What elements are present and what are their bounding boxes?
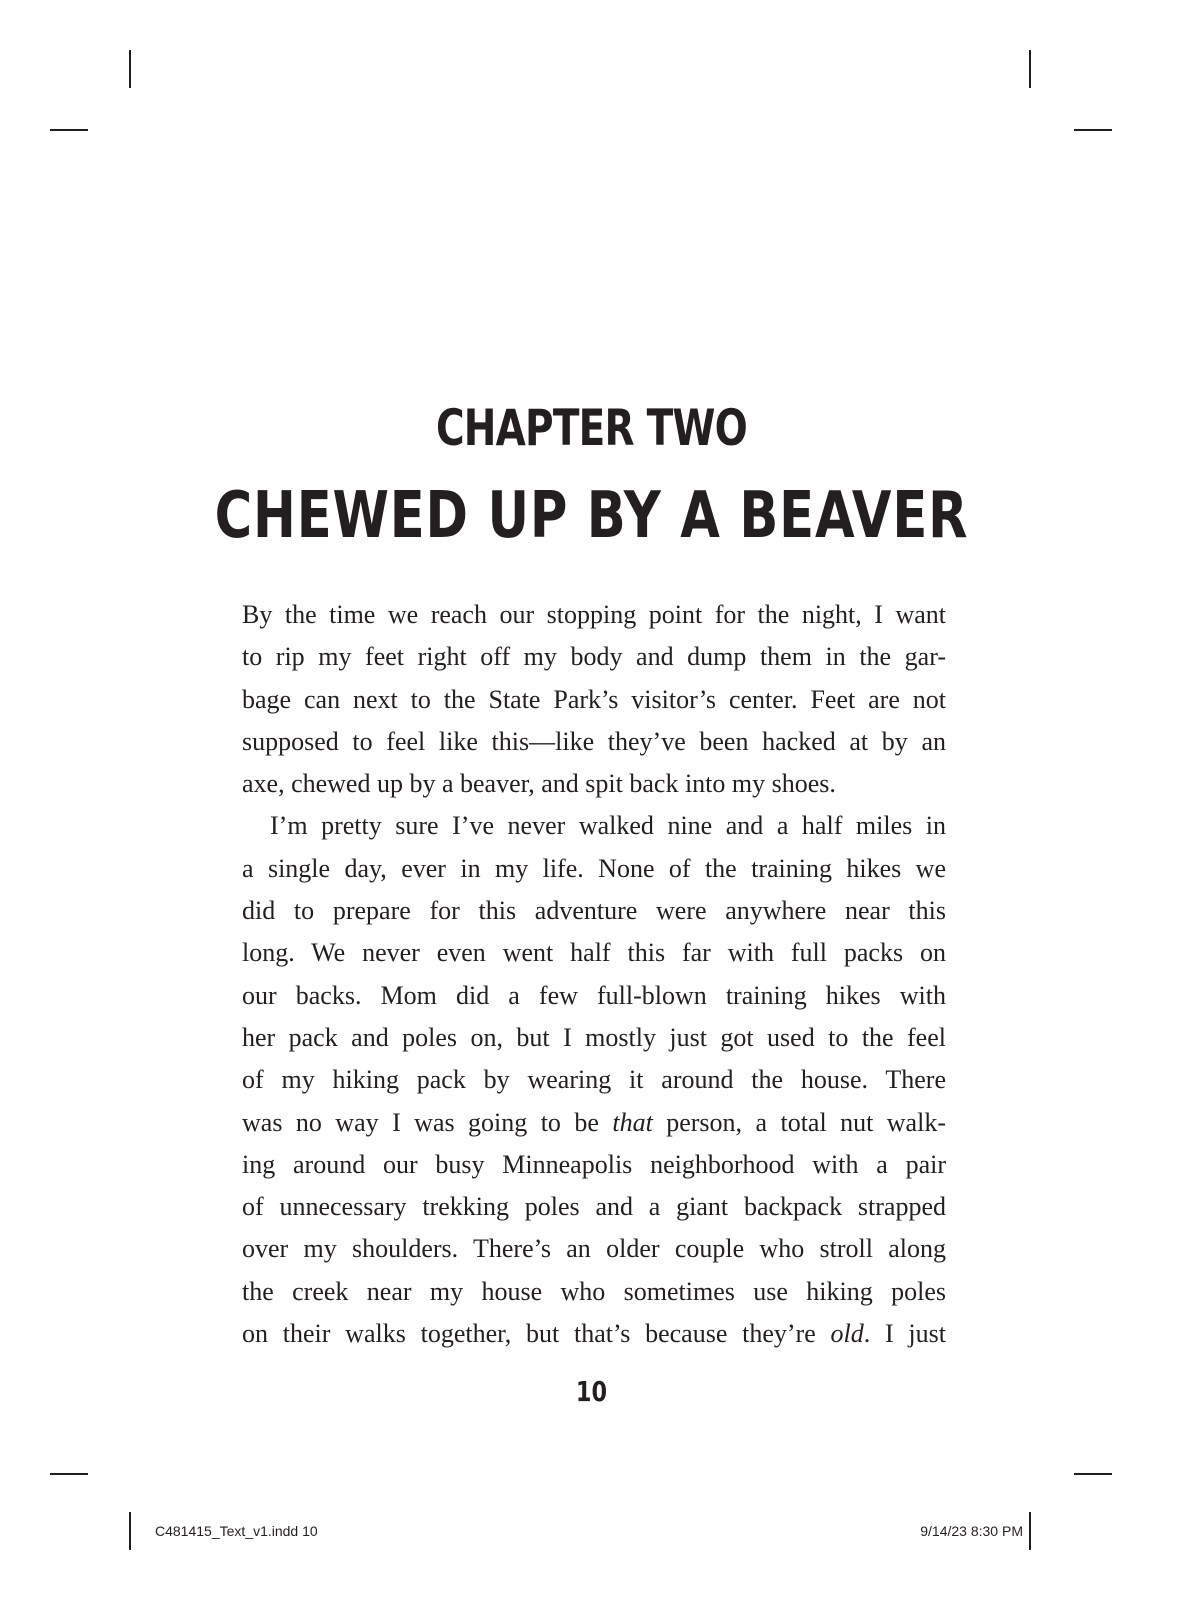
crop-mark-bottom-left-horizontal xyxy=(50,1473,88,1475)
crop-mark-top-left-horizontal xyxy=(50,129,88,131)
crop-mark-top-left-vertical xyxy=(129,50,131,88)
italic-word: old xyxy=(830,1319,864,1349)
text-line: supposed to feel like this—like they’ve been hacked at by an xyxy=(242,726,946,756)
text-line: of unnecessary trekking poles and a giant backpack strapped xyxy=(242,1192,946,1222)
text-line: of my hiking pack by wearing it around the house. There xyxy=(242,1065,946,1095)
text-line: the creek near my house who sometimes use hiking poles xyxy=(242,1276,946,1306)
body-text xyxy=(242,594,946,1355)
crop-mark-bottom-left-vertical xyxy=(129,1512,131,1550)
paragraph-2 xyxy=(242,805,946,1355)
crop-mark-top-right-vertical xyxy=(1029,50,1031,88)
text-line: ing around our busy Minneapolis neighborhood with a pair xyxy=(242,1149,946,1179)
crop-mark-top-right-horizontal xyxy=(1074,129,1112,131)
text-line: long. We never even went half this far with full packs on xyxy=(242,938,946,968)
text-line: bage can next to the State Park’s visitor’s center. Feet are not xyxy=(242,684,946,714)
text-line: I’m pretty sure I’ve never walked nine and a half miles in xyxy=(270,811,946,841)
text-line-with-italic xyxy=(242,1102,946,1144)
slug-file-name: C481415_Text_v1.indd 10 xyxy=(155,1523,318,1539)
crop-mark-bottom-right-vertical xyxy=(1029,1512,1031,1550)
text-run: person, a total nut walk- xyxy=(652,1107,946,1137)
text-line: did to prepare for this adventure were anywhere near this xyxy=(242,896,946,926)
text-line: our backs. Mom did a few full-blown training hikes with xyxy=(242,980,946,1010)
crop-mark-bottom-right-horizontal xyxy=(1074,1473,1112,1475)
text-run: on their walks together, but that’s because they’re xyxy=(242,1319,831,1349)
text-line: to rip my feet right off my body and dump them in the gar- xyxy=(242,642,946,672)
italic-word: that xyxy=(612,1107,653,1137)
page-number: 10 xyxy=(575,1375,608,1408)
text-line-with-italic xyxy=(242,1313,946,1355)
text-run: was no way I was going to be xyxy=(242,1107,613,1137)
text-line: her pack and poles on, but I mostly just got used to the feel xyxy=(242,1022,946,1052)
text-line: over my shoulders. There’s an older couple who stroll along xyxy=(242,1234,946,1264)
paragraph-1 xyxy=(242,594,946,805)
slug-datetime: 9/14/23 8:30 PM xyxy=(920,1523,1023,1539)
text-run: . I just xyxy=(863,1319,946,1349)
chapter-title: CHEWED UP BY A BEAVER xyxy=(214,479,969,553)
chapter-label: CHAPTER TWO xyxy=(435,399,748,457)
text-line: axe, chewed up by a beaver, and spit back into my shoes. xyxy=(242,769,836,799)
text-line: a single day, ever in my life. None of the training hikes we xyxy=(242,853,946,883)
text-line: By the time we reach our stopping point for the night, I want xyxy=(242,600,946,629)
